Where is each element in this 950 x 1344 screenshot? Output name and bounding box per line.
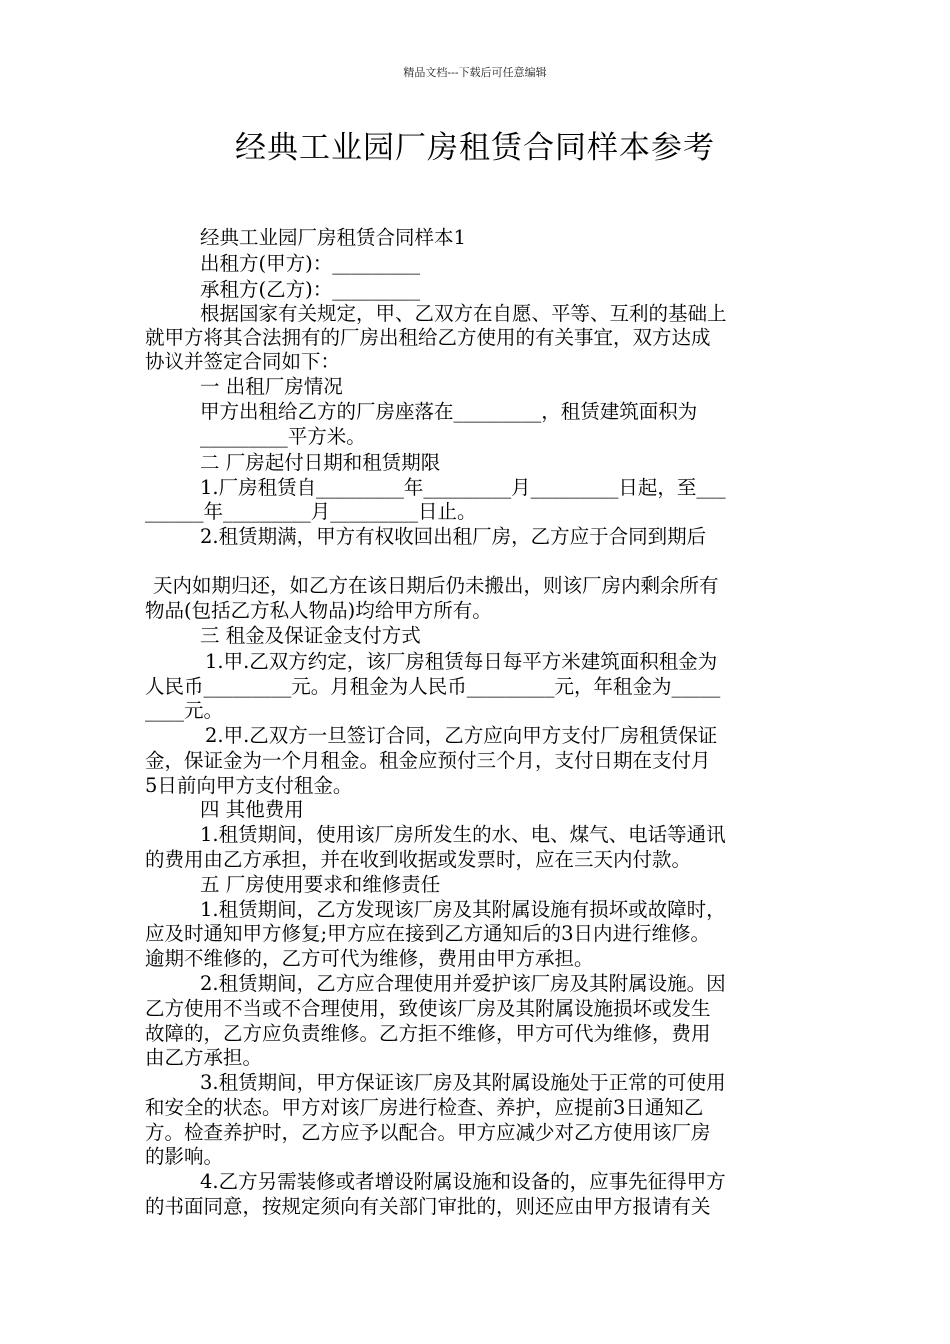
- paragraph-line: ______年_________月_________日止。: [145, 500, 477, 523]
- paragraph-line: 故障的，乙方应负责维修。乙方拒不维修，甲方可代为维修，费用: [145, 1022, 711, 1045]
- clause-heading: 四 其他费用: [200, 798, 304, 821]
- paragraph-line: 2.租赁期间，乙方应合理使用并爱护该厂房及其附属设施。因: [200, 972, 726, 995]
- clause-heading: 二 厂房起付日期和租赁期限: [200, 451, 441, 474]
- paragraph-line: 1.租赁期间，乙方发现该厂房及其附属设施有损坏或故障时，: [200, 898, 726, 921]
- header-note: 精品文档---下载后可任意编辑: [403, 66, 547, 79]
- paragraph-line: 1.租赁期间，使用该厂房所发生的水、电、煤气、电话等通讯: [200, 823, 726, 846]
- lessee-line: 承租方(乙方)：_________: [200, 278, 420, 301]
- paragraph-line: 3.租赁期间，甲方保证该厂房及其附属设施处于正常的可使用: [200, 1071, 726, 1094]
- paragraph-line: 的书面同意，按规定须向有关部门审批的，则还应由甲方报请有关: [145, 1195, 711, 1218]
- lessor-line: 出租方(甲方)：_________: [200, 252, 420, 275]
- paragraph-line: 就甲方将其合法拥有的厂房出租给乙方使用的有关事宜，双方达成: [145, 326, 711, 349]
- paragraph-line: 由乙方承担。: [145, 1046, 263, 1069]
- paragraph-line: 2.甲.乙双方一旦签订合同，乙方应向甲方支付厂房租赁保证: [205, 724, 718, 747]
- paragraph-line: 2.租赁期满，甲方有权收回出租厂房，乙方应于合同到期后: [200, 525, 707, 548]
- paragraph-line: 甲方出租给乙方的厂房座落在_________，租赁建筑面积为: [200, 400, 698, 423]
- paragraph-line: 乙方使用不当或不合理使用，致使该厂房及其附属设施损坏或发生: [145, 997, 711, 1020]
- paragraph-line: 1.厂房租赁自_________年_________月_________日起，至___: [200, 476, 726, 499]
- paragraph-line: _________平方米。: [200, 425, 366, 448]
- paragraph-line: 金，保证金为一个月租金。租金应预付三个月，支付日期在支付月: [145, 749, 711, 772]
- paragraph-line: 人民币_________元。月租金为人民币_________元，年租金为_____: [145, 675, 721, 698]
- clause-heading: 五 厂房使用要求和维修责任: [200, 873, 441, 896]
- paragraph-line: 应及时通知甲方修复;甲方应在接到乙方通知后的3日内进行维修。: [145, 922, 710, 945]
- clause-heading: 一 出租厂房情况: [200, 375, 343, 398]
- paragraph-line: 天内如期归还，如乙方在该日期后仍未搬出，则该厂房内剩余所有: [153, 574, 719, 597]
- paragraph-line: 和安全的状态。甲方对该厂房进行检查、养护，应提前3日通知乙: [145, 1096, 704, 1119]
- paragraph-line: ____元。: [145, 699, 224, 722]
- paragraph-line: 4.乙方另需装修或者增设附属设施和设备的，应事先征得甲方: [200, 1170, 726, 1193]
- paragraph-line: 根据国家有关规定，甲、乙双方在自愿、平等、互利的基础上: [200, 302, 727, 325]
- document-title: 经典工业园厂房租赁合同样本参考: [235, 130, 715, 166]
- paragraph-line: 协议并签定合同如下：: [145, 350, 341, 373]
- paragraph-line: 5日前向甲方支付租金。: [145, 774, 353, 797]
- paragraph-line: 1.甲.乙双方约定，该厂房租赁每日每平方米建筑面积租金为: [205, 650, 718, 673]
- paragraph-line: 物品(包括乙方私人物品)均给甲方所有。: [145, 599, 492, 622]
- paragraph-line: 的影响。: [145, 1145, 224, 1168]
- clause-heading: 三 租金及保证金支付方式: [200, 624, 421, 647]
- paragraph-line: 方。检查养护时，乙方应予以配合。甲方应减少对乙方使用该厂房: [145, 1121, 711, 1144]
- paragraph-line: 的费用由乙方承担，并在收到收据或发票时，应在三天内付款。: [145, 848, 692, 871]
- paragraph-line: 逾期不维修的，乙方可代为维修，费用由甲方承担。: [145, 947, 594, 970]
- section-heading: 经典工业园厂房租赁合同样本1: [200, 226, 466, 249]
